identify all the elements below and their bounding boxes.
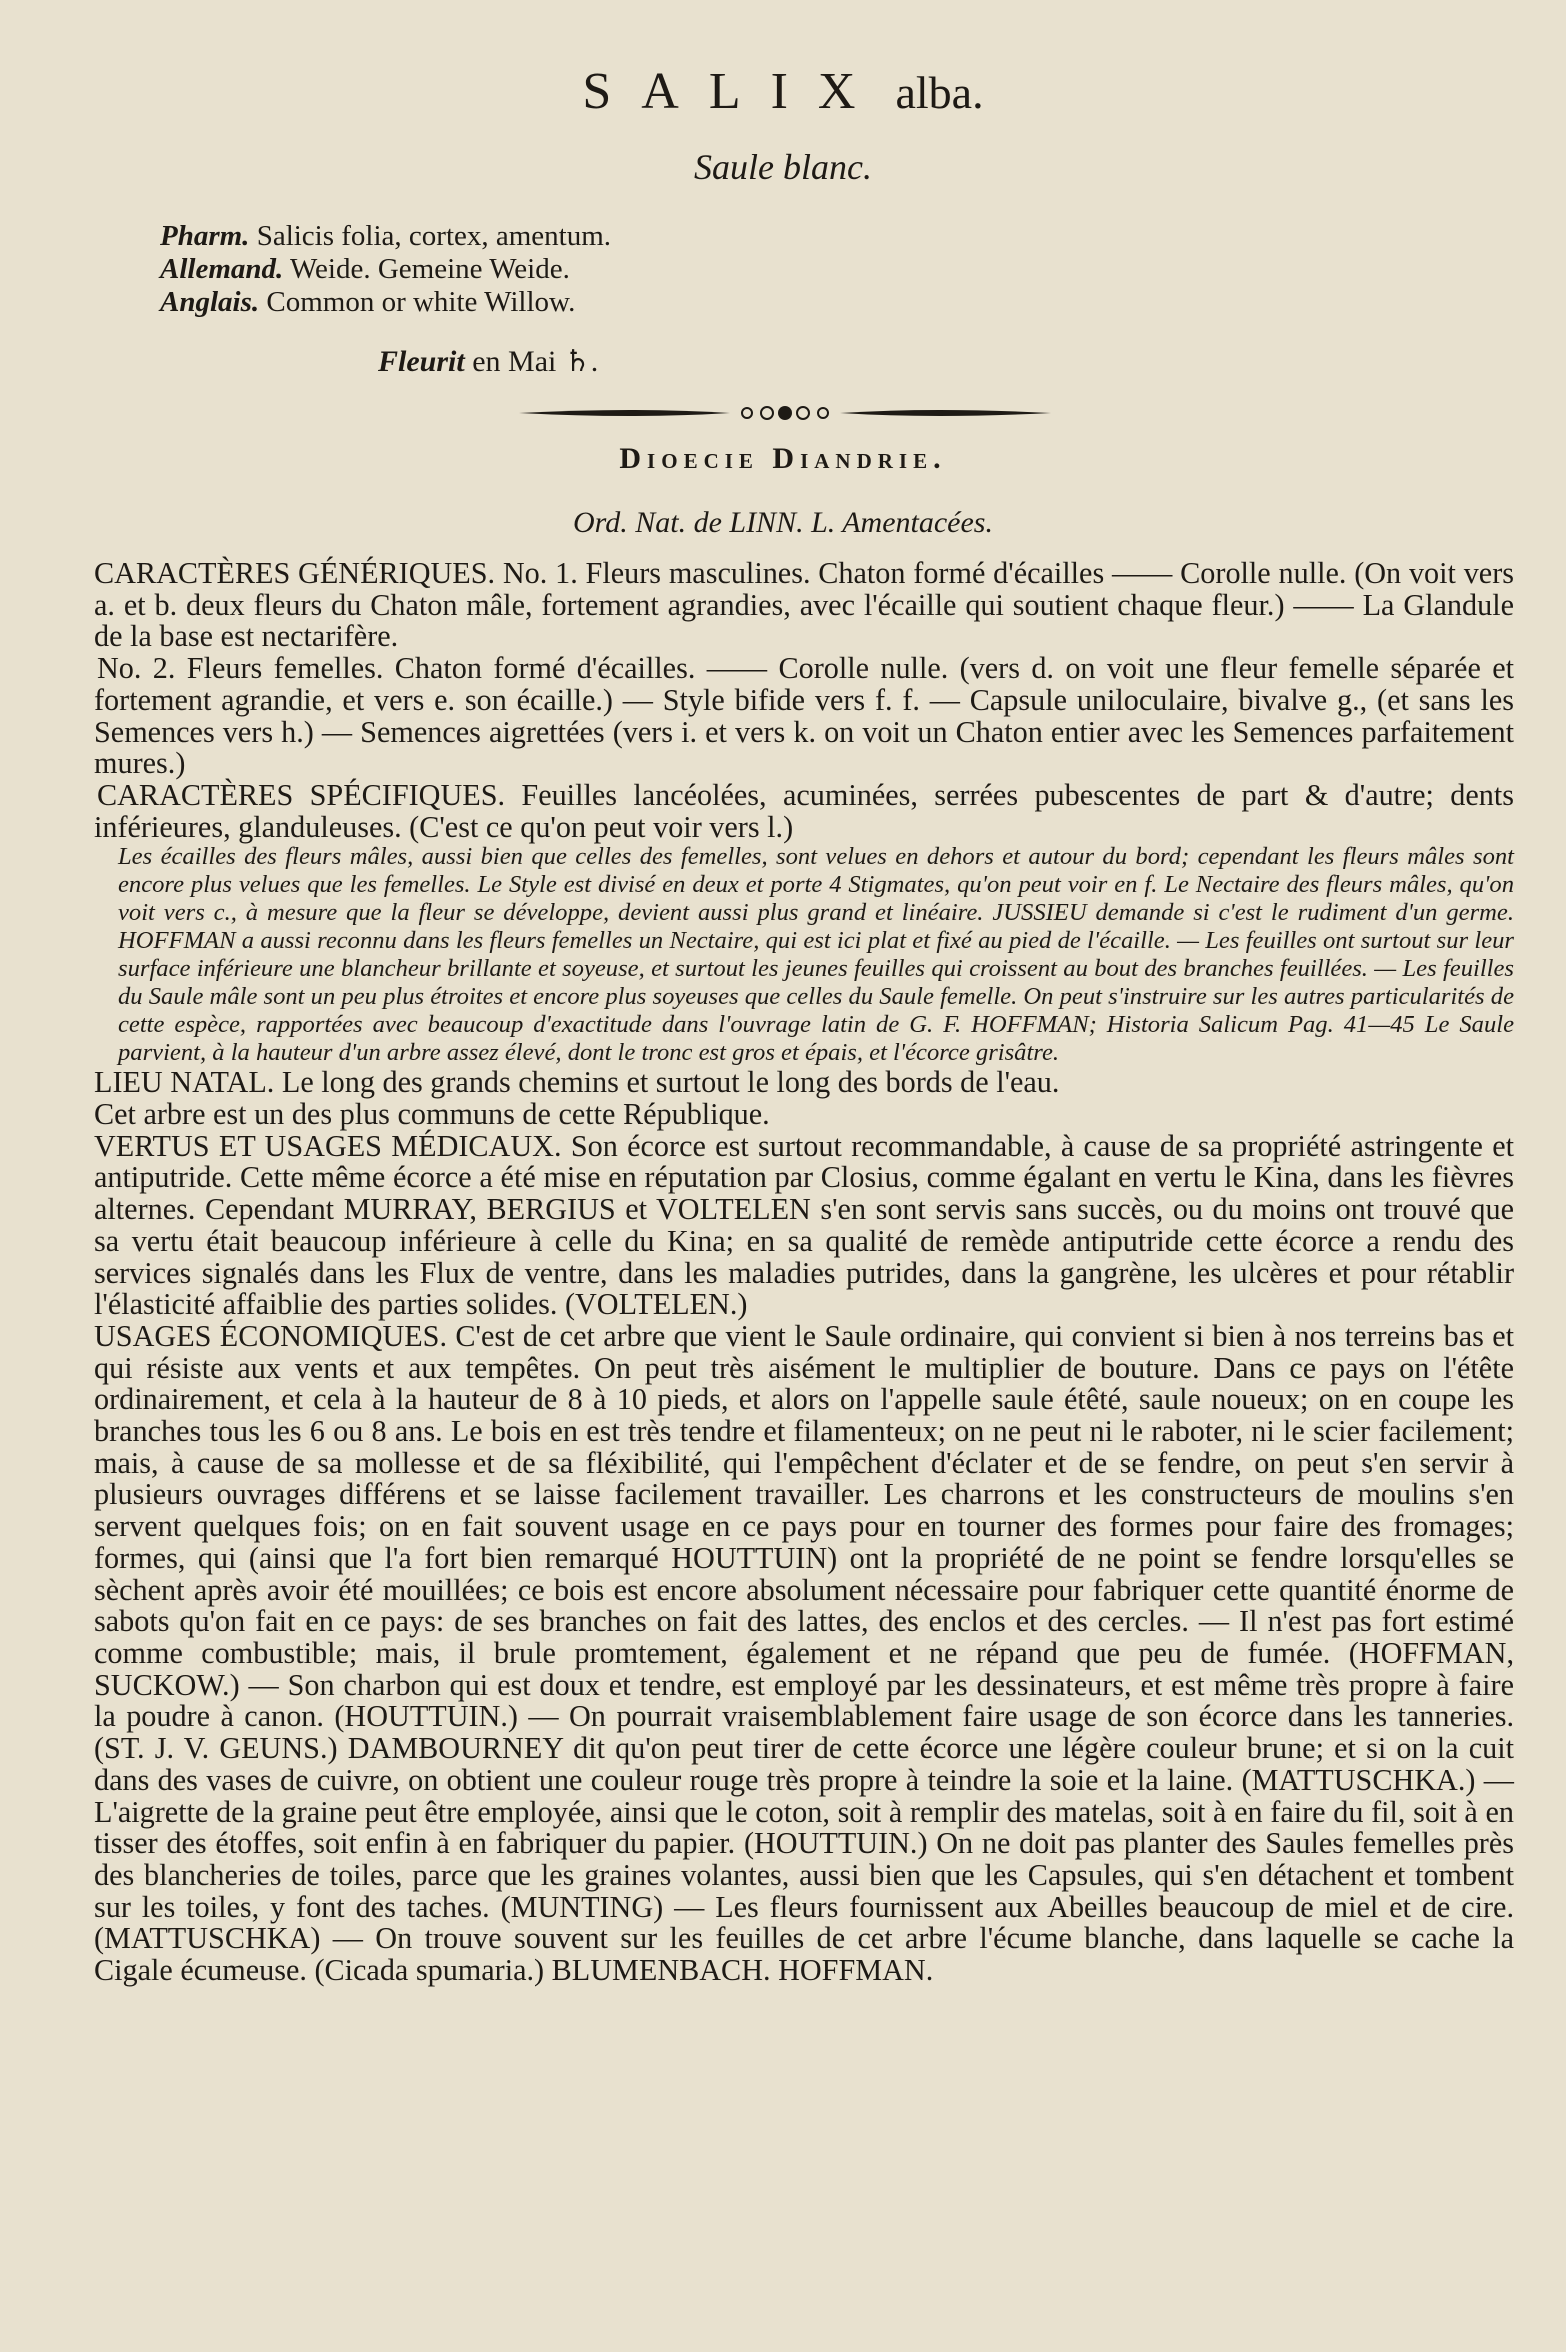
linnaean-class: Dioecie Diandrie. — [619, 442, 947, 475]
name-language: Anglais. — [160, 286, 260, 318]
common-name: Saule blanc. — [694, 147, 872, 187]
vernacular-names — [160, 220, 611, 319]
economic-uses: USAGES ÉCONOMIQUES. C'est de cet arbre que vient le Saule ordinaire, qui convient si bien à nos terreins bas et qui résiste aux vents et aux tempêtes. On peut très aisément le multiplier de bouture. Dans ce pays on l'étête ordinairement, et cela à la hauteur de 8 à 10 pieds, et alors on l'appelle saule étêté, saule noueux; on en coupe les branches tous les 6 ou 8 ans. Le bois en est très tendre et filamenteux; on ne peut ni le raboter, ni le scier facilement; mais, à cause de sa mollesse et de sa fléxibilité, qui l'empêchent d'éclater et de se fendre, on peut s'en servir à plusieurs ouvrages différens et se laisse facilement travailler. Les charrons et les constructeurs de moulins s'en servent quelques fois; on en fait souvent usage en ce pays pour en tourner des formes pour faire des fromages; formes, qui (ainsi que l'a fort bien remarqué HOUTTUIN) ont la propriété de ne point se fendre lorsqu'elles se sèchent après avoir été mouillées; ce bois est encore absolument nécessaire pour fabriquer cette quantité énorme de sabots qu'on fait en ce pays: de ses branches on fait des lattes, des enclos et des cercles. — Il n'est pas fort estimé comme combustible; mais, il brule promtement, également et ne répand que peu de fumée. (HOFFMAN, SUCKOW.) — Son charbon qui est doux et tendre, est employé par les dessinateurs, et est même très propre à faire la poudre à canon. (HOUTTUIN.) — On pourrait vraisemblablement faire usage de son écorce dans les tanneries. (ST. J. V. GEUNS.) DAMBOURNEY dit qu'on peut tirer de cette écorce une légère couleur brune; et si on la cuit dans des vases de cuivre, on obtient une couleur rouge très propre à teindre la soie et la laine. (MATTUSCHKA.) — L'aigrette de la graine peut être employée, ainsi que le coton, soit à remplir des matelas, soit à en faire du fil, soit à en tisser des étoffes, soit enfin à en fabriquer du papier. (HOUTTUIN.) On ne doit pas planter des Saules femelles près des blancheries de toiles, parce que les graines volantes, aussi bien que les Capsules, qui s'en détachent et tombent sur les toiles, y font des taches. (MUNTING) — Les fleurs fournissent aux Abeilles beaucoup de miel et de cire. (MATTUSCHKA) — On trouve souvent sur les feuilles de cet arbre l'écume blanche, dans laquelle se cache la Cigale écumeuse. (Cicada spumaria.) BLUMENBACH. HOFFMAN. — [94, 1318, 1514, 1988]
name-line — [160, 286, 611, 319]
page-title — [0, 62, 1566, 123]
generic-characters-2: No. 2. Fleurs femelles. Chaton formé d'écailles. —— Corolle nulle. (vers d. on voit une fleur femelle séparée et fortement agrandie, et vers e. son écaille.) — Style bifide vers f. f. — Capsule uniloculaire, bivalve g., (et sans les Semences vers h.) — Semences aigrettées (vers i. et vers k. on voit un Chaton entier avec les Semences parfaitement mures.) — [94, 651, 1514, 781]
native-place: LIEU NATAL. Le long des grands chemins et surtout le long des bords de l'eau. — [94, 1065, 1060, 1100]
name-line — [160, 253, 611, 286]
republic-note: Cet arbre est un des plus communs de cette République. — [94, 1097, 770, 1132]
name-line — [160, 220, 611, 253]
main-text — [94, 558, 1514, 1987]
detailed-description: Les écailles des fleurs mâles, aussi bien que celles des femelles, sont velues en dehors et autour du bord; cependant les fleurs mâles sont encore plus velues que les femelles. Le Style est divisé en deux et porte 4 Stigmates, qu'on peut voir en f. Le Nectaire des fleurs mâles, qu'on voit vers c., à mesure que la fleur se développe, devient aussi plus grand et linéaire. JUSSIEU demande si c'est le rudiment d'un germe. HOFFMAN a aussi reconnu dans les fleurs femelles un Nectaire, qui est ici plat et fixé au pied de l'écaille. — Les feuilles ont surtout sur leur surface inférieure une blancheur brillante et soyeuse, et surtout les jeunes feuilles qui croissent au bout des branches feuillées. — Les feuilles du Saule mâle sont un peu plus étroites et encore plus soyeuses que celles du Saule femelle. On peut s'instruire sur les autres particularités de cette espèce, rapportées avec beaucoup d'exactitude dans l'ouvrage latin de G. F. HOFFMAN; Historia Salicum Pag. 41—45 Le Saule parvient, à la hauteur d'un arbre assez élevé, dont le tronc est gros et épais, et l'écorce grisâtre. — [118, 843, 1514, 1067]
flowering-label: Fleurit — [378, 345, 465, 378]
name-language: Pharm. — [160, 220, 250, 252]
specific-characters: CARACTÈRES SPÉCIFIQUES. Feuilles lancéolées, acuminées, serrées pubescentes de part & d'autre; dents inférieures, glanduleuses. (C'est ce qu'on peut voir vers l.) — [94, 777, 1514, 844]
species-name: alba. — [895, 67, 984, 118]
name-language: Allemand. — [160, 253, 284, 285]
generic-characters-1: CARACTÈRES GÉNÉRIQUES. No. 1. Fleurs masculines. Chaton formé d'écailles —— Corolle nulle. (On voit vers a. et b. deux fleurs du Chaton mâle, fortement agrandies, avec l'écaille qui soutient chaque fleur.) —— La Glandule de la base est nectarifère. — [94, 556, 1514, 654]
ornamental-divider — [515, 398, 1055, 428]
flowering-text: en Mai ♄. — [472, 345, 599, 378]
flowering-line — [378, 344, 598, 379]
medical-uses: VERTUS ET USAGES MÉDICAUX. Son écorce est surtout recommandable, à cause de sa propriété astringente et antiputride. Cette même écorce a été mise en réputation par Closius, comme égalant en vertu le Kina, dans les fièvres alternes. Cependant MURRAY, BERGIUS et VOLTELEN s'en sont servis sans succès, ou du moins ont trouvé que sa vertu était beaucoup inférieure à celle du Kina; en sa qualité de remède antiputride cette écorce a rendu des services signalés dans les Flux de ventre, dans les maladies putrides, dans la gangrène, les ulcères et pour rétablir l'élasticité affaiblie des parties solides. (VOLTELEN.) — [94, 1128, 1514, 1322]
genus-name: SALIX — [582, 63, 886, 120]
name-text: Common or white Willow. — [266, 286, 576, 318]
name-text: Salicis folia, cortex, amentum. — [256, 220, 612, 252]
name-text: Weide. Gemeine Weide. — [290, 253, 570, 285]
natural-order: Ord. Nat. de LINN. L. Amentacées. — [573, 506, 993, 539]
